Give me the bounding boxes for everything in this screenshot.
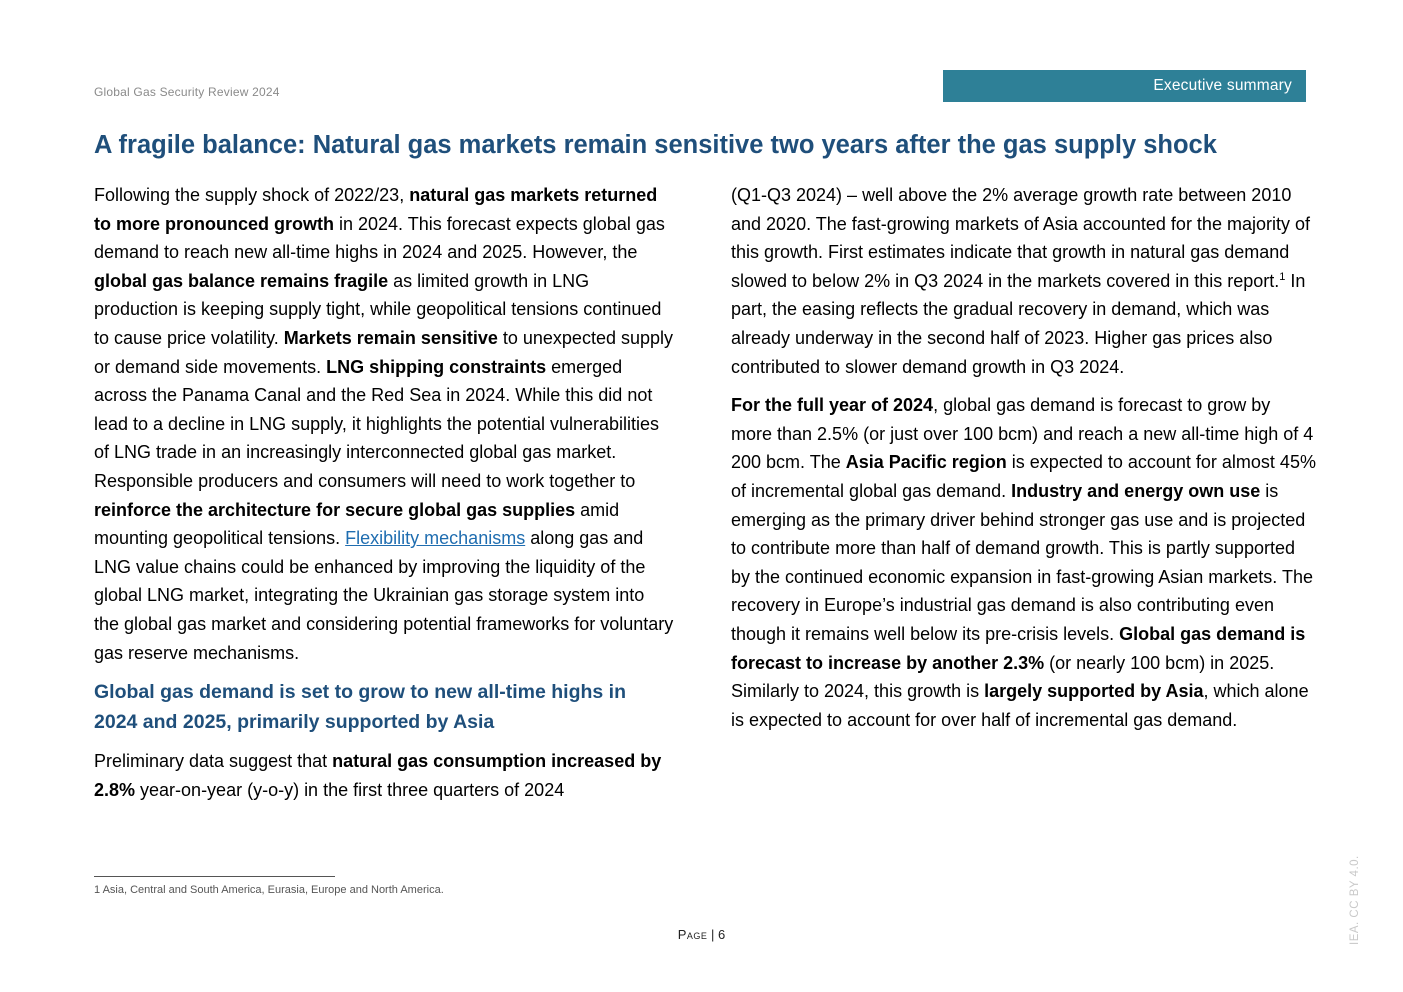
flexibility-mechanisms-link[interactable]: Flexibility mechanisms — [345, 528, 526, 549]
footnote-ref[interactable]: 1 — [1279, 270, 1286, 283]
left-column — [94, 181, 674, 814]
consumption-paragraph: Preliminary data suggest that natural gas consumption increased by 2.8% year-on-year (y-o-y) in the first three quarters of 2024 — [94, 751, 662, 800]
page-number: Page | 6 — [677, 927, 726, 942]
intro-paragraph: Following the supply shock of 2022/23, natural gas markets returned to more pronounced growth in 2024. This forecast expects global gas demand to reach new all-time highs in 2024 and 2025. However, the global gas balance remains fragile as limited growth in LNG production is keeping supply tight, while geopolitical tensions continued to cause price volatility. Markets remain sensitive to unexpected supply or demand side movements. LNG shipping constraints emerged across the Panama Canal and the Red Sea in 2024. While this did not lead to a decline in LNG supply, it highlights the potential vulnerabilities of LNG trade in an increasingly interconnected global gas market. Responsible producers and consumers will need to work together to reinforce the architecture for secure global gas supplies amid mounting geopolitical tensions. Flexibility mechanisms along gas and LNG value chains could be enhanced by improving the liquidity of the global LNG market, integrating the Ukrainian gas storage system into the global gas market and considering potential frameworks for voluntary gas reserve mechanisms. — [94, 185, 674, 663]
page-title: A fragile balance: Natural gas markets remain sensitive two years after the gas supply shock — [94, 131, 1217, 159]
footnote: 1 Asia, Central and South America, Eurasia, Europe and North America. — [94, 884, 444, 896]
footnote-divider — [94, 876, 335, 877]
section-tab: Executive summary — [943, 70, 1306, 102]
growth-paragraph: (Q1-Q3 2024) – well above the 2% average growth rate between 2010 and 2020. The fast-growing markets of Asia accounted for the majority of this growth. First estimates indicate that growth in natural gas demand slowed to below 2% in Q3 2024 in the markets covered in this report.$^1$ In part, the easing reflects the gradual recovery in demand, which was already underway in the second half of 2023. Higher gas prices also contributed to slower demand growth in Q3 2024. — [731, 185, 1310, 377]
demand-subheading: Global gas demand is set to grow to new all-time highs in 2024 and 2025, primarily supported by Asia — [94, 681, 626, 734]
right-column — [731, 181, 1316, 744]
forecast-paragraph: For the full year of 2024, global gas demand is forecast to grow by more than 2.5% (or just over 100 bcm) and reach a new all-time high of 4 200 bcm. The Asia Pacific region is expected to account for almost 45% of incremental global gas demand. Industry and energy own use is emerging as the primary driver behind stronger gas use and is projected to contribute more than half of demand growth. This is partly supported by the continued economic expansion in fast-growing Asian markets. The recovery in Europe’s industrial gas demand is also contributing even though it remains well below its pre-crisis levels. Global gas demand is forecast to increase by another 2.3% (or nearly 100 bcm) in 2025. Similarly to 2024, this growth is largely supported by Asia, which alone is expected to account for over half of incremental gas demand. — [731, 395, 1316, 730]
report-title: Global Gas Security Review 2024 — [94, 85, 280, 99]
license-watermark: IEA. CC BY 4.0. — [1349, 855, 1361, 945]
